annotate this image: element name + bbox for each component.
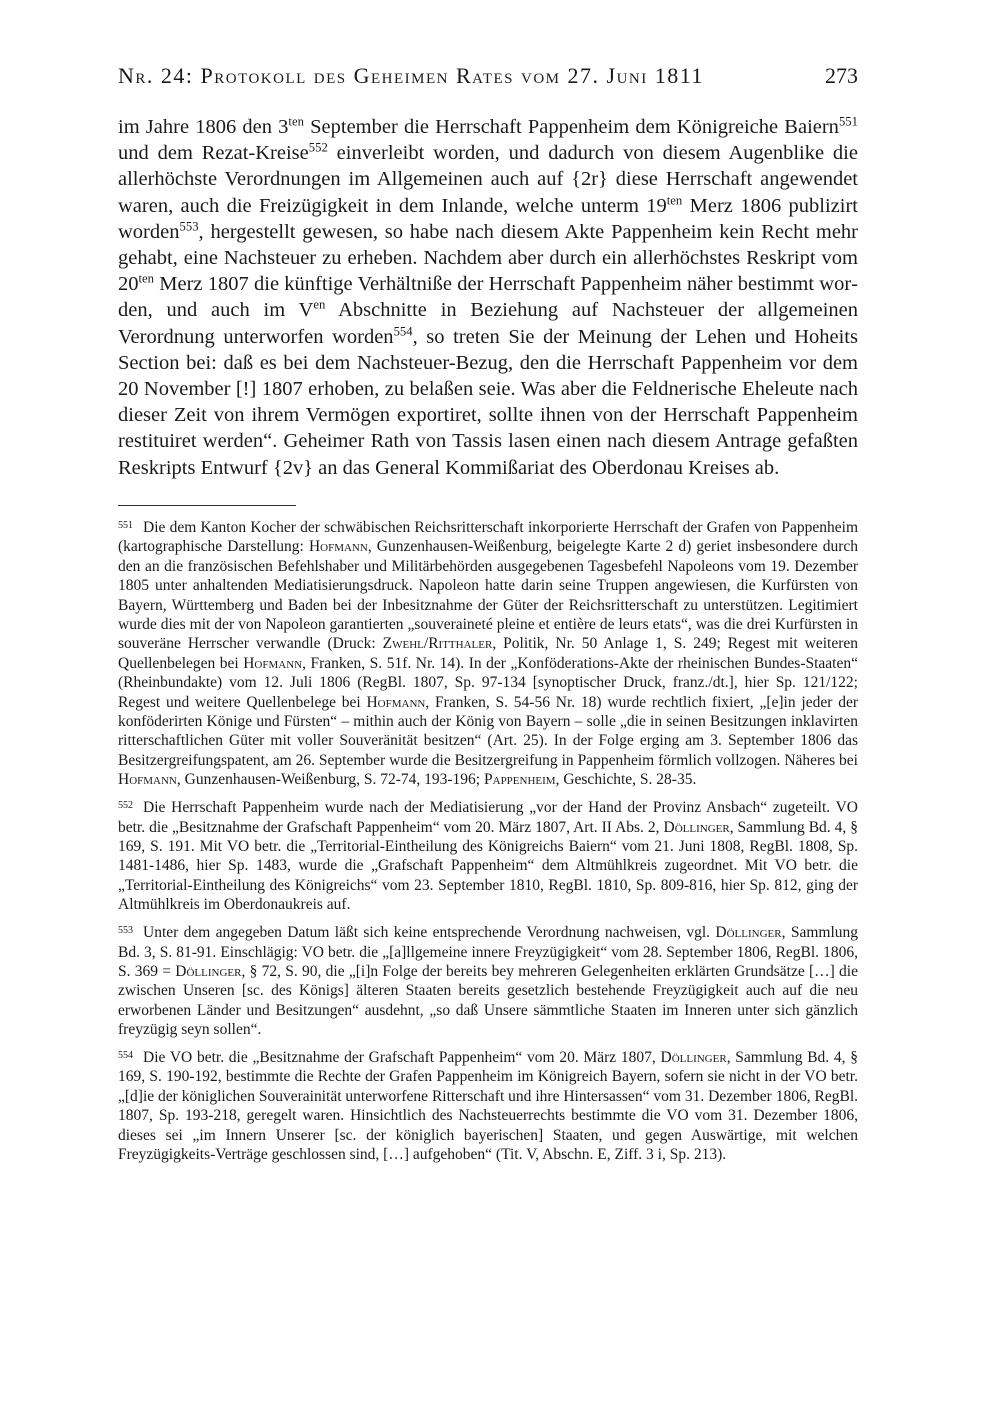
text-run: im Jahre 1806 den 3 (118, 116, 289, 138)
footnote-553 (118, 921, 858, 1039)
footnote-ref-551: 551 (838, 114, 858, 129)
author-name: Döllinger (175, 962, 242, 980)
text-run: , Sammlung Bd. 4, § 169, S. 190-192, bestimmte die Rechte der Grafen Pappenheim im Königreich Bayern, sofern sie nicht in der VO betr. „[d]ie der königlichen Souverainität unterworfene Ritterschaft und ihre Hintersassen“ vom 31. Dezember 1806, RegBl. 1807, Sp. 193-218, geregelt waren. Hinsichtlich des Nachsteuerrechts bestimmte die VO vom 31. Dezember 1806, dieses sei „im Innern Unserer [sc. der königlich bayerischen] Staaten, und gegen Auswärtige, mit welchen Freyzügigkeits-Verträge geschlossen sind, […] aufgehoben“ (Tit. V, Abschn. E, Ziff. 3 i, Sp. 213). (118, 1049, 859, 1164)
footnote-554 (118, 1046, 858, 1164)
text-run: , § 72, S. 90, die „[i]n Folge der bereits bey mehreren Gelegenheiten erklärten Grundsätze […] die zwischen Unseren [sc. des Königs] älteren Staaten bereits gesetzlich bestehende Freyzügigkeit auch auf die neu erworbenen Länder und Besitzungen“ ausdehnt, „so daß Unsere sämmtliche Staaten im Inneren unter sich gänzlich freyzügig seyn sollen“. (118, 962, 858, 1039)
running-title: Nr. 24: Protokoll des Geheimen Rates vom 27. Juni 1811 (118, 63, 704, 88)
footnote-separator (118, 505, 296, 506)
footnote-number: 553 (118, 925, 133, 937)
text-run: Die Herrschaft Pappenheim wurde nach der Mediatisierung „vor der Hand der Provinz Ansbach“ zugeteilt. VO betr. die „Besitznahme der Grafschaft Pappenheim“ vom 20. März 1807, Art. II Abs. 2, (118, 799, 858, 836)
author-name: Döllinger (715, 924, 782, 942)
running-header (118, 60, 858, 92)
author-name: Döllinger (663, 818, 730, 836)
text-run: , Franken, S. 51f. Nr. 14). In der „Konföderations-Akte der rheinischen Bundes-Staaten“ (Rheinbundakte) vom 12. Juli 1806 (RegBl. 1807, Sp. 97-134 [synoptischer Druck, franz./dt.], hier Sp. 121/122; Regest und weitere Quellenbelege bei (118, 654, 858, 711)
text-run: , hergestellt gewesen, so habe nach diesem Akte Pappenheim kein Recht mehr gehabt, eine Nachsteuer zu erheben. Nachdem aber durch ein allerhöchstes Reskript vom 20 (118, 220, 858, 296)
text-run: , Gunzenhausen-Weißenburg, S. 72-74, 193-196; (176, 771, 484, 789)
footnote-number: 554 (118, 1050, 133, 1062)
author-name: Pappenheim (484, 771, 556, 789)
text-run: , Gunzenhausen-Weißenburg, beigelegte Karte 2 d) geriet insbesondere durch den an die französischen Befehlshaber und Militärbehörden ausgegebenen Tagesbefehl Napoleons vom 19. Dezember 1805 unter anhaltenden Mediatisierungsdruck. Napoleon hatte darin seine Truppen angewiesen, die Kurfürsten von Bayern, Württemberg und Baden bei der Inbesitznahme der Güter der Reichsritterschaft zu unterstützen. Legitimiert wurde dies mit der von Napoleon garantierten „souveraineté pleine et entière de leurs etats“, was die drei Kurfürsten in souveräne Herrscher verwandle (Druck: (118, 538, 858, 653)
text-run: Unter dem angegeben Datum läßt sich keine entsprechende Verordnung nachweisen, vgl. (143, 924, 716, 942)
text-run: , Sammlung Bd. 4, § 169, S. 191. Mit VO betr. die „Territorial-Eintheilung des Königreichs Baiern“ vom 21. Juni 1808, RegBl. 1808, Sp. 1481-1486, hier Sp. 1483, wurde die „Grafschaft Pappenheim“ dem Altmühlkreis zugeordnet. Mit VO betr. die „Territorial-Eintheilung des Königreichs“ vom 23. September 1810, RegBl. 1810, Sp. 809-816, hier Sp. 812, ging der Altmühlkreis im Oberdonaukreis auf. (118, 818, 858, 914)
footnote-ref-553: 553 (179, 219, 199, 234)
text-run: Merz 1807 die künftige Verhältniße der Herrschaft Pappenheim näher bestimmt worden, und auch im V (118, 273, 858, 322)
author-name: Hofmann (366, 693, 426, 711)
author-name: Zwehl/Ritthaler (382, 635, 493, 653)
text-run: einverleibt worden, und dadurch von diesem Augenblike die allerhöchste Verordnungen im Allgemeinen auch auf {2r} diese Herrschaft angewendet waren, auch die Freizügigkeit in dem Inlande, welche unterm 19 (118, 142, 858, 217)
author-name: Hofmann (118, 771, 177, 789)
page-number: 273 (825, 63, 858, 88)
footnote-552 (118, 796, 858, 914)
author-name: Döllinger (660, 1049, 727, 1067)
superscript: ten (288, 114, 304, 129)
footnote-number: 551 (118, 520, 133, 531)
text-run: Die dem Kanton Kocher der schwäbischen Reichsritterschaft inkorporierte Herrschaft der Grafen von Pappenheim (kartographische Darstellung: (118, 519, 858, 556)
text-run: , Politik, Nr. 50 Anlage 1, S. 249; Regest mit weiteren Quellenbelegen bei (118, 635, 858, 672)
text-run: September die Herrschaft Pappenheim dem Königreiche Baiern (303, 116, 839, 138)
superscript: ten (138, 271, 155, 286)
footnotes (118, 516, 858, 1171)
superscript: en (313, 297, 326, 312)
text-run: , so treten Sie der Meinung der Lehen und Hoheits Section bei: daß es bei dem Nachsteuer-Bezug, den die Herrschaft Pappenheim vor dem 20 November [!] 1807 erhoben, zu belaßen seie. Was aber die Feldnerische Eheleute nach dieser Zeit von ihrem Vermögen exportiret, sollte ihnen von der Herrschaft Pappenheim restituiret werden“. Geheimer Rath von Tassis lasen einen nach diesem Antrage gefaßten Reskripts Entwurf {2v} an das General Kommißariat des Oberdonau Kreises ab. (118, 325, 858, 479)
text-run: und dem Rezat-Kreise (118, 142, 309, 165)
footnote-551 (118, 516, 858, 790)
text-run: , Sammlung Bd. 3, S. 81-91. Einschlägig: VO betr. die „[a]llgemeine innere Freyzügigkeit“ vom 28. September 1806, RegBl. 1806, S. 369 = (118, 924, 858, 980)
text-run: Die VO betr. die „Besitznahme der Grafschaft Pappenheim“ vom 20. März 1807, (143, 1049, 661, 1067)
main-text (118, 114, 858, 481)
author-name: Hofmann (243, 654, 303, 672)
text-run: , Franken, S. 54-56 Nr. 18) wurde rechtlich fixiert, „[e]in jeder der konföderirten Könige und Fürsten“ – mithin auch der König von Bayern – solle „die in seinen Besitzungen inklavirten ritterschaftlichen Güter mit voller Souveränität besitzen“ (Art. 25). In der Folge erging am 3. September 1806 das Besitzergreifungspatent, am 26. September wurde die Besitzergreifung in Pappenheim förmlich vollzogen. Näheres bei (118, 693, 858, 769)
footnote-ref-552: 552 (308, 140, 328, 155)
author-name: Hofmann (308, 538, 368, 556)
main-paragraph (118, 114, 858, 481)
text-run: , Geschichte, S. 28-35. (555, 771, 697, 789)
superscript: ten (666, 192, 683, 207)
footnote-number: 552 (118, 800, 133, 812)
text-run: Abschnitte in Beziehung auf Nachsteuer der allgemeinen Verordnung unterworfen worden (118, 299, 858, 348)
text-run: Merz 1806 publizirt worden (118, 194, 859, 243)
footnote-ref-554: 554 (393, 324, 413, 338)
